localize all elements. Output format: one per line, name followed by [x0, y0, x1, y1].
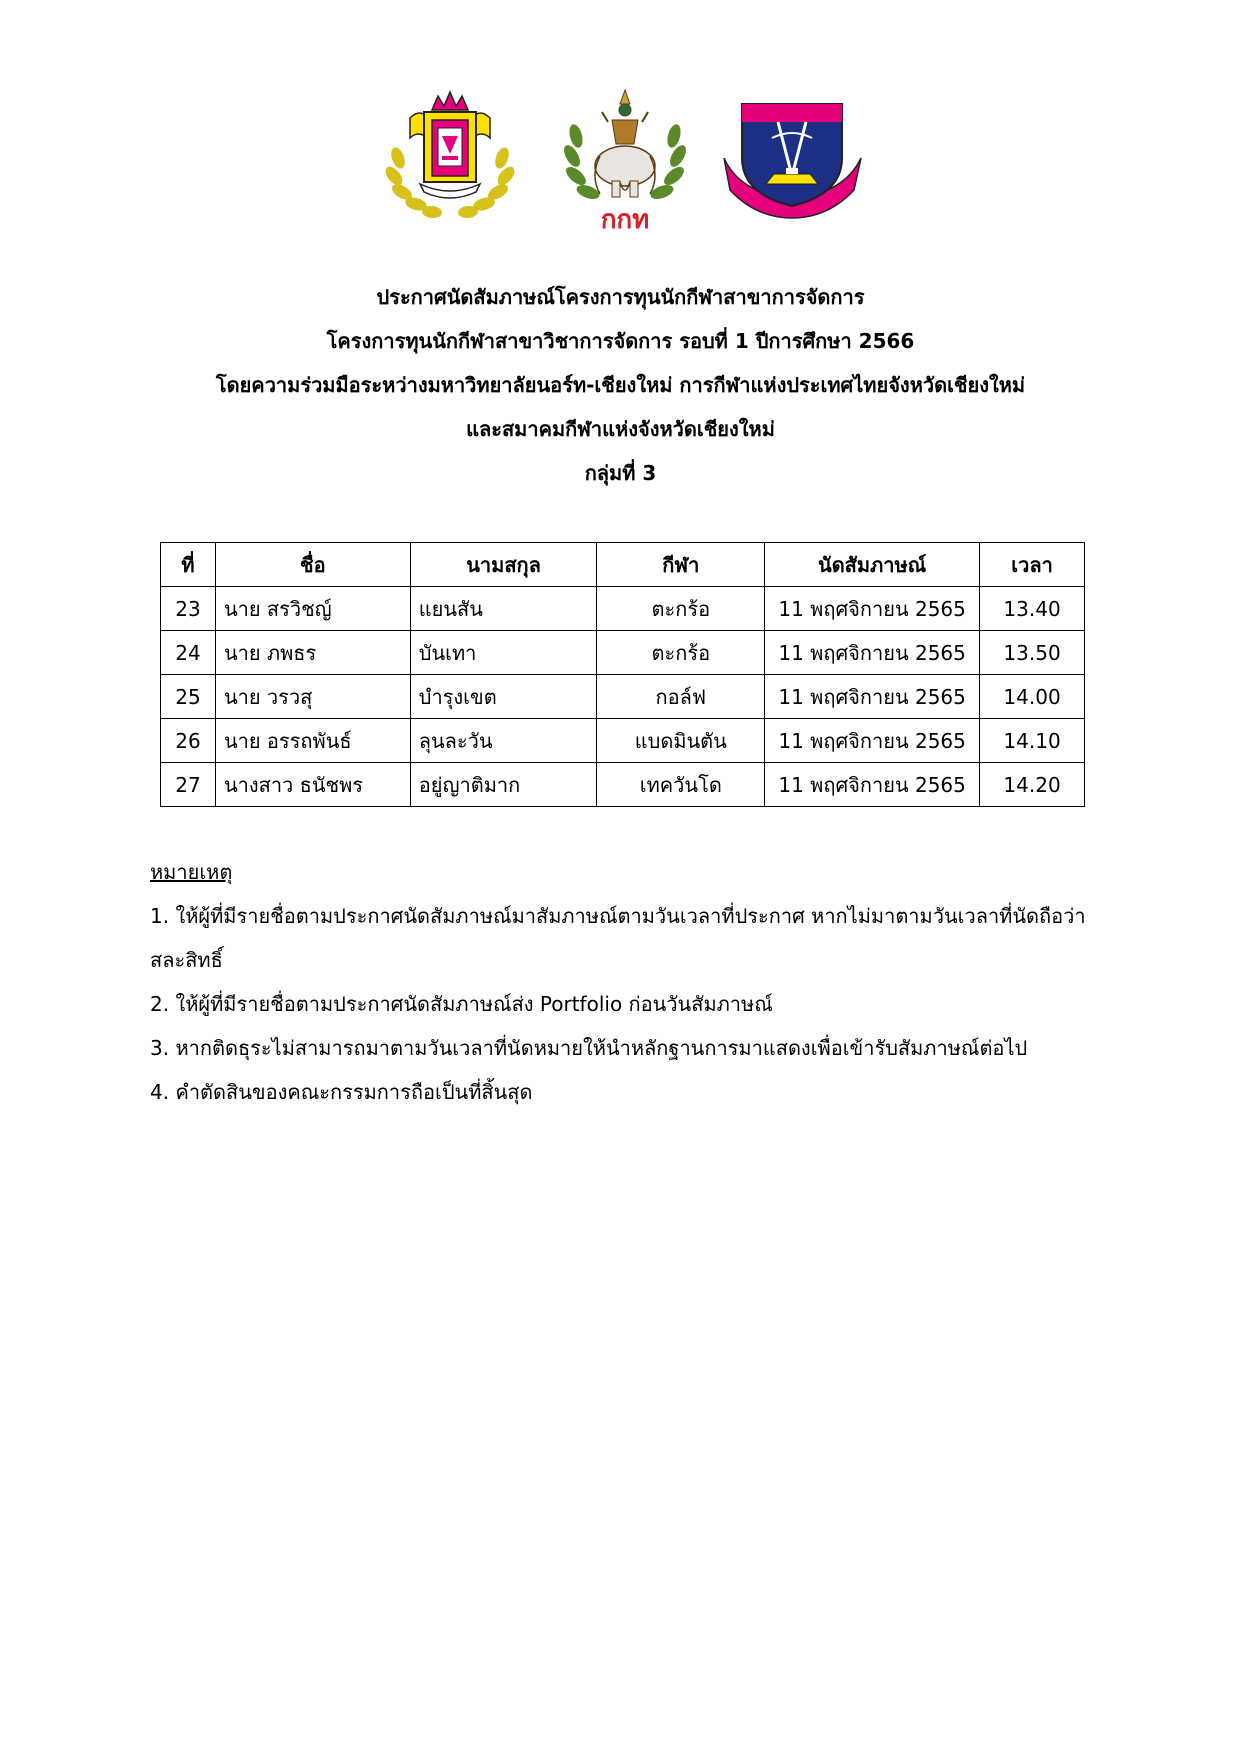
note-item-2: 2. ให้ผู้ที่มีรายชื่อตามประกาศนัดสัมภาษณ์ส่ง Portfolio ก่อนวันสัมภาษณ์: [150, 992, 773, 1016]
cell-no: 27: [161, 763, 216, 807]
heading-line-2: โครงการทุนนักกีฬาสาขาวิชาการจัดการ รอบที่ 1 ปีการศึกษา 2566: [326, 329, 915, 353]
cell-sport: แบดมินตัน: [597, 719, 765, 763]
cell-name: นาย ภพธร: [215, 631, 410, 675]
heading-line-1: ประกาศนัดสัมภาษณ์โครงการทุนนักกีฬาสาขาการจัดการ: [376, 285, 865, 309]
sports-authority-logo: [560, 86, 690, 236]
cell-surname: บันเทา: [410, 631, 597, 675]
logo-strip: [0, 86, 1241, 241]
university-crest-logo: [380, 88, 520, 228]
cell-time: 14.20: [980, 763, 1085, 807]
header-time: เวลา: [980, 543, 1085, 587]
cell-time: 13.40: [980, 587, 1085, 631]
cell-name: นาย วรวสุ: [215, 675, 410, 719]
cell-date: 11 พฤศจิกายน 2565: [765, 675, 980, 719]
heading-line-4: และสมาคมกีฬาแห่งจังหวัดเชียงใหม่: [466, 417, 775, 441]
cell-no: 23: [161, 587, 216, 631]
cell-surname: ลุนละวัน: [410, 719, 597, 763]
header-sport: กีฬา: [597, 543, 765, 587]
table-row: [161, 763, 1085, 807]
cell-sport: ตะกร้อ: [597, 587, 765, 631]
table-row: [161, 675, 1085, 719]
note-item-3: 3. หากติดธุระไม่สามารถมาตามวันเวลาที่นัดหมายให้นำหลักฐานการมาแสดงเพื่อเข้ารับสัมภาษณ์ต่อไป: [150, 1036, 1028, 1060]
header-interview-date: นัดสัมภาษณ์: [765, 543, 980, 587]
cell-name: นางสาว ธนัชพร: [215, 763, 410, 807]
cell-date: 11 พฤศจิกายน 2565: [765, 719, 980, 763]
note-item-4: 4. คำตัดสินของคณะกรรมการถือเป็นที่สิ้นสุด: [150, 1080, 533, 1104]
cell-sport: กอล์ฟ: [597, 675, 765, 719]
table-row: [161, 719, 1085, 763]
cell-sport: ตะกร้อ: [597, 631, 765, 675]
cell-date: 11 พฤศจิกายน 2565: [765, 763, 980, 807]
cell-time: 13.50: [980, 631, 1085, 675]
notes-title: หมายเหตุ: [150, 860, 233, 884]
cell-surname: แยนสัน: [410, 587, 597, 631]
cell-date: 11 พฤศจิกายน 2565: [765, 587, 980, 631]
table-row: [161, 631, 1085, 675]
header-no: ที่: [161, 543, 216, 587]
cell-no: 25: [161, 675, 216, 719]
sports-association-logo: [720, 98, 865, 223]
cell-name: นาย สรวิชญ์: [215, 587, 410, 631]
cell-surname: อยู่ญาติมาก: [410, 763, 597, 807]
cell-date: 11 พฤศจิกายน 2565: [765, 631, 980, 675]
announcement-heading: [0, 275, 1241, 495]
table-row: [161, 587, 1085, 631]
cell-time: 14.00: [980, 675, 1085, 719]
notes-section: [150, 850, 1100, 1114]
sports-authority-caption: กกท: [600, 205, 650, 235]
header-surname: นามสกุล: [410, 543, 597, 587]
cell-name: นาย อรรถพันธ์: [215, 719, 410, 763]
heading-line-3: โดยความร่วมมือระหว่างมหาวิทยาลัยนอร์ท-เชียงใหม่ การกีฬาแห่งประเทศไทยจังหวัดเชียงใหม่: [215, 373, 1026, 397]
interview-schedule-table: [160, 542, 1085, 807]
cell-surname: บำรุงเขต: [410, 675, 597, 719]
note-item-1: 1. ให้ผู้ที่มีรายชื่อตามประกาศนัดสัมภาษณ์มาสัมภาษณ์ตามวันเวลาที่ประกาศ หากไม่มาตามวันเวลาที่นัดถือว่าสละสิทธิ์: [150, 904, 1086, 972]
cell-no: 26: [161, 719, 216, 763]
cell-no: 24: [161, 631, 216, 675]
cell-time: 14.10: [980, 719, 1085, 763]
heading-line-5: กลุ่มที่ 3: [584, 461, 657, 485]
header-name: ชื่อ: [215, 543, 410, 587]
cell-sport: เทควันโด: [597, 763, 765, 807]
table-header-row: [161, 543, 1085, 587]
